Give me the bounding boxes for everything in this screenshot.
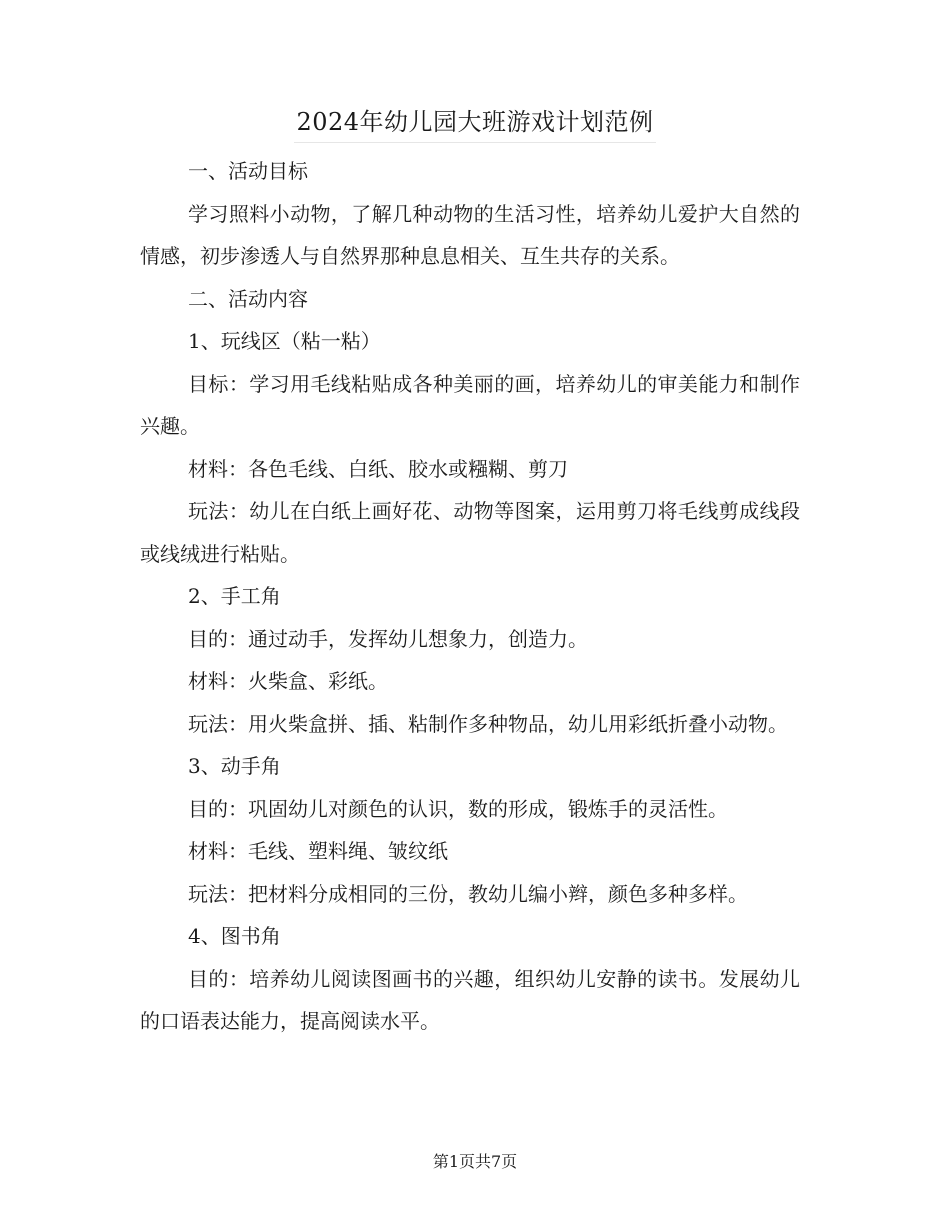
subheading-book-corner: 4、图书角: [188, 924, 281, 948]
subheading-handcraft-corner: 2、手工角: [188, 584, 281, 608]
paragraph-handcraft-materials: 材料：火柴盒、彩纸。: [188, 669, 388, 693]
subheading-yarn-area: 1、玩线区（粘一粘）: [188, 329, 381, 353]
paragraph-hands-on-materials: 材料：毛线、塑料绳、皱纹纸: [188, 839, 448, 863]
section-heading-content: 二、活动内容: [188, 286, 308, 311]
page-number-footer: 第1页共7页: [432, 1152, 518, 1171]
document-title-text: 2024年幼儿园大班游戏计划范例: [294, 104, 655, 143]
section-heading-goals: 一、活动目标: [188, 159, 308, 183]
paragraph-yarn-goal: 目标：学习用毛线粘贴成各种美丽的画，培养幼儿的审美能力和制作兴趣。: [140, 371, 800, 438]
paragraph-handcraft-purpose: 目的：通过动手，发挥幼儿想象力，创造力。: [188, 626, 588, 651]
paragraph-handcraft-play: 玩法：用火柴盒拼、插、粘制作多种物品，幼儿用彩纸折叠小动物。: [188, 711, 788, 736]
subheading-hands-on-corner: 3、动手角: [188, 754, 281, 778]
paragraph-hands-on-play: 玩法：把材料分成相同的三份，教幼儿编小辫，颜色多种多样。: [188, 881, 748, 906]
paragraph-book-purpose: 目的：培养幼儿阅读图画书的兴趣，组织幼儿安静的读书。发展幼儿的口语表达能力，提高阅读水平。: [140, 966, 800, 1033]
paragraph-yarn-play: 玩法：幼儿在白纸上画好花、动物等图案，运用剪刀将毛线剪成线段或线绒进行粘贴。: [140, 499, 800, 566]
paragraph-hands-on-purpose: 目的：巩固幼儿对颜色的认识，数的形成，锻炼手的灵活性。: [188, 796, 728, 821]
paragraph-goals: 学习照料小动物，了解几种动物的生活习性，培养幼儿爱护大自然的情感，初步渗透人与自然界那种息息相关、互生共存的关系。: [140, 201, 800, 268]
paragraph-yarn-materials: 材料：各色毛线、白纸、胶水或糨糊、剪刀: [188, 456, 568, 481]
document-body: [140, 150, 800, 1043]
document-title: [0, 104, 950, 143]
